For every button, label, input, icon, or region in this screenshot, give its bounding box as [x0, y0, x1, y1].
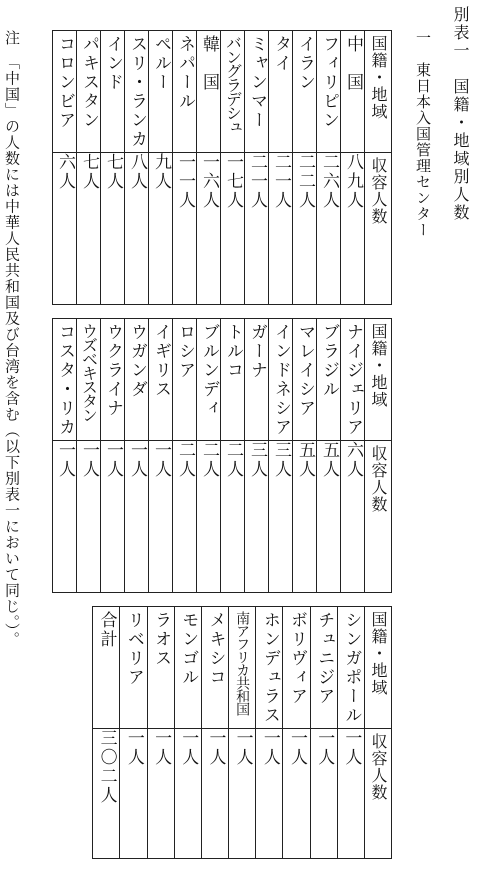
header-country-cell-text: 国籍・地域 [369, 611, 388, 696]
country-cell-text: ホンデュラス [259, 611, 280, 725]
count-cell [173, 441, 197, 593]
header-count-cell [365, 153, 392, 305]
country-cell-text: ペルー [151, 35, 171, 92]
count-cell [293, 153, 317, 305]
country-cell [341, 319, 365, 441]
country-cell-text: ウガンダ [127, 323, 147, 399]
country-cell-text: トルコ [223, 323, 243, 380]
country-cell-text: フィリピン [319, 35, 339, 130]
count-cell [310, 729, 337, 859]
count-cell-text: 一七人 [223, 153, 243, 210]
count-cell-text: 七人 [103, 153, 123, 191]
country-cell [125, 319, 149, 441]
total-count-cell [93, 729, 120, 859]
count-cell [125, 153, 149, 305]
count-cell-text: 二人 [223, 441, 243, 479]
count-cell [201, 729, 228, 859]
country-cell [197, 31, 221, 153]
count-cell-text: 一人 [314, 729, 335, 767]
header-country-cell-text: 国籍・地域 [369, 323, 388, 408]
country-cell-text: バングラデシュ [223, 35, 243, 133]
header-count-cell-text: 収容人数 [369, 445, 388, 513]
count-cell [53, 153, 77, 305]
count-cell [283, 729, 310, 859]
header-count-cell [365, 729, 392, 859]
country-cell [341, 31, 365, 153]
country-cell [221, 31, 245, 153]
count-cell-text: 八九人 [343, 153, 363, 210]
count-cell [120, 729, 147, 859]
count-cell-text: 二一人 [271, 153, 291, 210]
count-cell-text: 一人 [55, 441, 75, 479]
count-cell-text: 二一人 [247, 153, 267, 210]
count-cell [77, 153, 101, 305]
section-heading: 一 東日本入国管理センター [414, 30, 432, 238]
country-cell-text: タイ [271, 35, 291, 73]
count-cell [174, 729, 201, 859]
count-cell [125, 441, 149, 593]
count-cell-text: 一人 [123, 729, 144, 767]
count-cell-text: 一一人 [175, 153, 195, 210]
count-cell [269, 441, 293, 593]
country-cell [101, 319, 125, 441]
country-cell [293, 319, 317, 441]
total-label-top: 合 [96, 611, 117, 630]
count-cell [256, 729, 283, 859]
count-cell [197, 441, 221, 593]
country-cell-text: ナイジェリア [343, 323, 363, 437]
count-cell-text: 一人 [127, 441, 147, 479]
table-title: 別表一 国籍・地域別人数 [451, 6, 470, 222]
country-cell [147, 607, 174, 729]
country-cell-text: ブルンディ [199, 323, 219, 418]
country-cell [337, 607, 364, 729]
country-cell-text: メキシコ [205, 611, 226, 687]
country-cell-text: ガーナ [247, 323, 267, 380]
count-cell-text: 一人 [151, 729, 172, 767]
header-count-cell [365, 441, 392, 593]
count-cell-text: 二二人 [295, 153, 315, 210]
country-cell-text: チュニジア [314, 611, 335, 706]
count-cell-text: 三人 [271, 441, 291, 479]
country-cell [77, 319, 101, 441]
country-cell-text: イラン [295, 35, 315, 92]
country-cell-text: ウズベキスタン [79, 323, 99, 421]
country-cell [269, 31, 293, 153]
count-cell-text: 一人 [151, 441, 171, 479]
country-cell [197, 319, 221, 441]
country-cell-text: 中 国 [343, 35, 363, 92]
country-cell-text: 南アフリカ共和国 [234, 611, 251, 715]
count-cell [341, 441, 365, 593]
country-cell [53, 31, 77, 153]
country-cell [149, 319, 173, 441]
country-cell [77, 31, 101, 153]
count-cell [149, 153, 173, 305]
country-cell-text: モンゴル [178, 611, 199, 687]
count-cell [221, 153, 245, 305]
header-country-cell-text: 国籍・地域 [369, 35, 388, 120]
count-cell-text: 一六人 [199, 153, 219, 210]
count-cell [317, 153, 341, 305]
table-block-1 [52, 30, 392, 305]
count-cell [101, 153, 125, 305]
count-cell-text: 六人 [55, 153, 75, 191]
count-cell [317, 441, 341, 593]
count-cell [77, 441, 101, 593]
country-cell-text: パキスタン [79, 35, 99, 130]
count-cell [293, 441, 317, 593]
count-cell-text: 二人 [175, 441, 195, 479]
country-cell-text: スリ・ランカ [127, 35, 147, 149]
country-cell [120, 607, 147, 729]
country-cell-text: インドネシア [271, 323, 291, 437]
count-cell-text: 一人 [79, 441, 99, 479]
country-cell [269, 319, 293, 441]
country-cell [245, 319, 269, 441]
count-cell-text: 二六人 [319, 153, 339, 210]
header-country-cell [365, 607, 392, 729]
header-count-cell-text: 収容人数 [369, 733, 388, 801]
country-cell-text: ネパール [175, 35, 195, 111]
count-cell-text: 一人 [205, 729, 226, 767]
country-cell-text: ミャンマー [247, 35, 267, 130]
footnote: 注 「中国」の人数には中華人民共和国及び台湾を含む（以下別表一において同じ。）。 [3, 30, 21, 648]
count-cell-text: 八人 [127, 153, 147, 191]
country-cell [310, 607, 337, 729]
country-cell [101, 31, 125, 153]
header-country-cell [365, 319, 392, 441]
count-cell-text: 一人 [232, 729, 253, 767]
country-cell [201, 607, 228, 729]
count-cell-text: 一人 [341, 729, 362, 767]
country-cell-text: 韓 国 [199, 35, 219, 92]
country-cell-text: ラオス [151, 611, 172, 668]
country-cell-text: マレイシア [295, 323, 315, 418]
country-cell [221, 319, 245, 441]
country-cell [283, 607, 310, 729]
country-cell [174, 607, 201, 729]
count-cell [245, 153, 269, 305]
country-cell [256, 607, 283, 729]
count-cell-text: 一人 [178, 729, 199, 767]
count-cell-text: 一人 [287, 729, 308, 767]
count-cell [269, 153, 293, 305]
country-cell-text: ボリヴィア [287, 611, 308, 706]
country-cell [149, 31, 173, 153]
total-label-bottom: 計 [96, 630, 117, 649]
header-count-cell-text: 収容人数 [369, 157, 388, 225]
count-cell-text: 五人 [319, 441, 339, 479]
total-label-cell [93, 607, 120, 729]
count-cell [229, 729, 256, 859]
country-cell [317, 319, 341, 441]
count-cell-text: 九人 [151, 153, 171, 191]
country-cell-text: ブラジル [319, 323, 339, 399]
country-cell-text: リベリア [123, 611, 144, 687]
count-cell-text: 六人 [343, 441, 363, 479]
table-block-3 [92, 606, 392, 859]
count-cell [149, 441, 173, 593]
count-cell-text: 一人 [103, 441, 123, 479]
country-cell [53, 319, 77, 441]
country-cell-text: ロシア [175, 323, 195, 380]
country-cell-text: コスタ・リカ [55, 323, 75, 437]
count-cell [341, 153, 365, 305]
total-count-text: 三〇二人 [96, 729, 117, 805]
count-cell [147, 729, 174, 859]
country-cell [229, 607, 256, 729]
count-cell [101, 441, 125, 593]
header-country-cell [365, 31, 392, 153]
count-cell [245, 441, 269, 593]
count-cell [197, 153, 221, 305]
count-cell-text: 二人 [199, 441, 219, 479]
country-cell-text: インド [103, 35, 123, 92]
count-cell [53, 441, 77, 593]
country-cell [173, 319, 197, 441]
country-cell [125, 31, 149, 153]
country-cell [245, 31, 269, 153]
country-cell-text: シンガポール [341, 611, 362, 725]
count-cell [337, 729, 364, 859]
count-cell-text: 三人 [247, 441, 267, 479]
count-cell-text: 五人 [295, 441, 315, 479]
count-cell [221, 441, 245, 593]
country-cell [317, 31, 341, 153]
table-block-2 [52, 318, 392, 593]
count-cell-text: 一人 [259, 729, 280, 767]
country-cell-text: コロンビア [55, 35, 75, 130]
country-cell-text: イギリス [151, 323, 171, 399]
count-cell-text: 七人 [79, 153, 99, 191]
country-cell [293, 31, 317, 153]
country-cell [173, 31, 197, 153]
country-cell-text: ウクライナ [103, 323, 123, 418]
count-cell [173, 153, 197, 305]
